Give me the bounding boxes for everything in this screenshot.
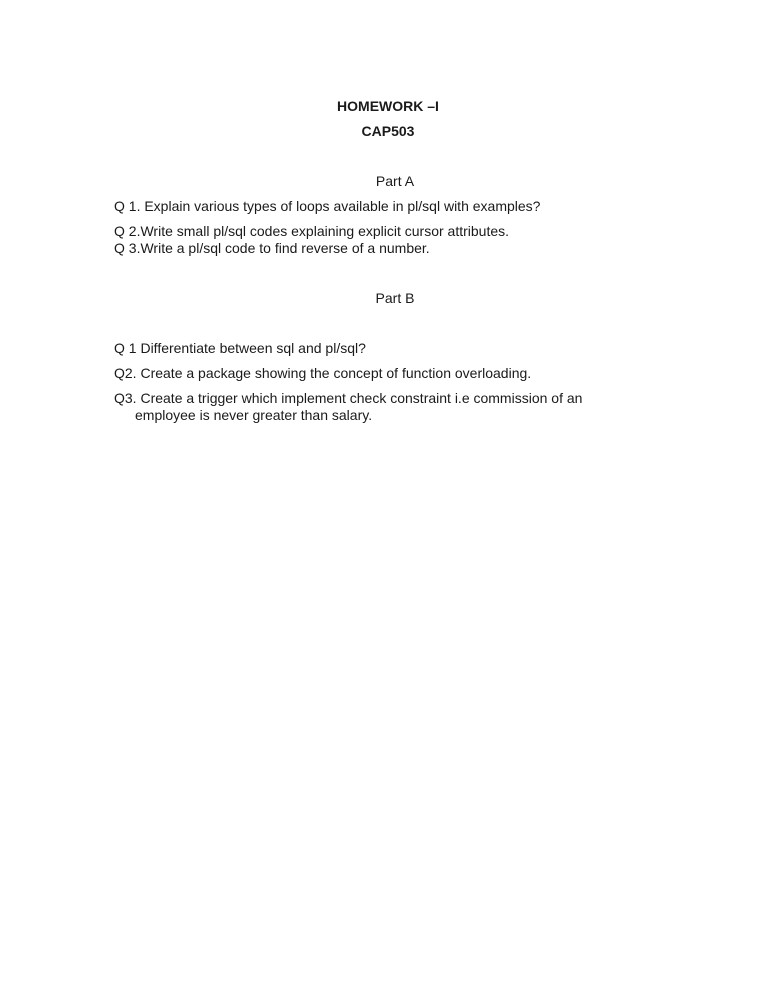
- part-a-question-3: Q 3.Write a pl/sql code to find reverse of a number.: [114, 240, 430, 256]
- part-b-question-3: [114, 390, 634, 424]
- document-title: HOMEWORK –I: [337, 98, 439, 114]
- part-b-question-2: Q2. Create a package showing the concept of function overloading.: [114, 365, 532, 381]
- part-a-question-2: Q 2.Write small pl/sql codes explaining explicit cursor attributes.: [114, 223, 510, 239]
- part-b-question-3-line-2: employee is never greater than salary.: [135, 407, 373, 423]
- part-a-question-1: Q 1. Explain various types of loops available in pl/sql with examples?: [114, 198, 541, 214]
- part-b-question-1: Q 1 Differentiate between sql and pl/sql?: [114, 340, 366, 356]
- part-b-question-3-line-1: Q3. Create a trigger which implement check constraint i.e commission of an: [114, 390, 583, 406]
- part-a-heading: Part A: [375, 173, 415, 189]
- course-code: CAP503: [361, 123, 415, 139]
- part-b-heading: Part B: [375, 290, 415, 306]
